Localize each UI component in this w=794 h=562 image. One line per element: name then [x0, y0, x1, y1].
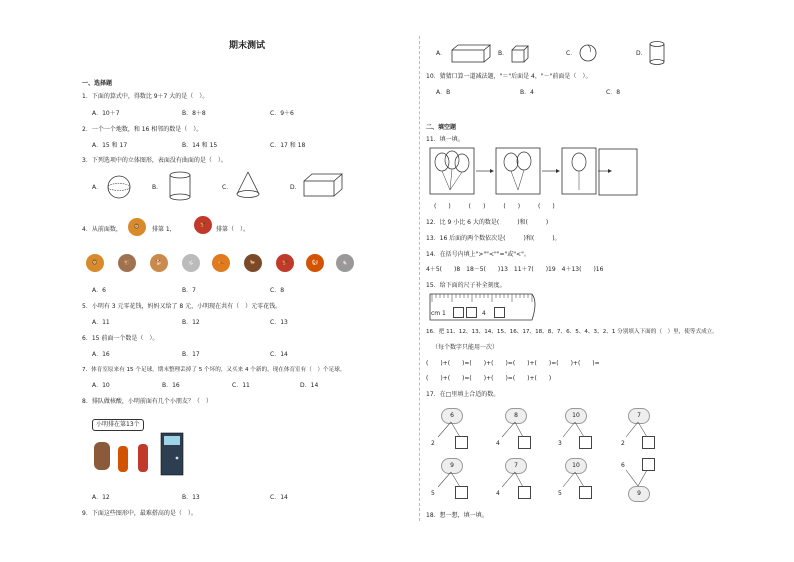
- q12-text[interactable]: 12．比 9 小比 6 大的数是( )和( ): [426, 219, 549, 226]
- q8-text: 8．排队做核酸，小明前面有几个小朋友？（ ）: [82, 398, 212, 405]
- empty-panel: [598, 148, 638, 196]
- lion-icon: 🦁: [86, 254, 104, 272]
- number-cloud: 7: [505, 458, 527, 474]
- tree-left-number: 4: [496, 440, 500, 447]
- dog-icon: 🐕: [150, 254, 168, 272]
- tree-left-number: 2: [431, 440, 435, 447]
- q2-opt-c: C．17 和 18: [270, 142, 306, 149]
- girl-icon: [138, 444, 148, 472]
- monkey-icon: 🐒: [118, 254, 136, 272]
- q3-opt-a: A．: [92, 184, 103, 191]
- q5-text: 5．小明有 3 元零花钱，妈妈又给了 8 元，小明现在共有（ ）元零花钱。: [82, 303, 282, 310]
- q9-opt-b: B．: [498, 50, 509, 57]
- q2-opt-a: A．15 和 17: [92, 142, 128, 149]
- child-icon: [118, 446, 128, 472]
- q5-opt-a: A．11: [92, 319, 110, 326]
- q9-text: 9．下面这些图形中，最难搭高的是（ ）。: [82, 510, 197, 517]
- number-cloud: 7: [628, 408, 650, 424]
- q8-opt-b: B．13: [182, 494, 200, 501]
- mouse-icon: 🐁: [336, 254, 354, 272]
- q2-text: 2．一个一个地数，和 16 相邻的数是（ ）。: [82, 126, 203, 133]
- q6-opt-a: A．16: [92, 351, 110, 358]
- number-cloud: 10: [565, 408, 587, 424]
- q16-text: 16．把 11、12、13、14、15、16、17、18、8、7、6、5、4、3、2、1 分别填入下面的（ ）里，使等式成立。: [426, 329, 718, 335]
- page-title: 期末测试: [229, 41, 266, 51]
- q1-opt-c: C．9＋6: [270, 110, 294, 117]
- q14-items[interactable]: 4＋5( )8 18－5( )13 11＋7( )19 4＋13( )16: [426, 266, 604, 273]
- sphere-icon: [578, 43, 598, 63]
- q6-opt-c: C．14: [270, 351, 288, 358]
- cuboid-icon: [302, 172, 346, 198]
- q7-opt-c: C．11: [232, 382, 250, 389]
- q3-text: 3．下列选项中的立体图形，表面没有曲面的是（ ）。: [82, 157, 227, 164]
- ruler-label-4: 4: [482, 310, 486, 317]
- tree-left-number: 5: [431, 490, 435, 497]
- number-cloud: 9: [441, 458, 463, 474]
- q10-text: 10．猜猜口算一道减法题，"＝"后面是 4，"－"前面是（ ）。: [426, 73, 592, 80]
- q16-row2[interactable]: ( )+( )=( )+( )=( )+( ): [426, 375, 552, 382]
- q3-opt-b: B．: [152, 184, 163, 191]
- q9-opt-d: D．: [636, 50, 647, 57]
- q4-text-b: 排第 1，: [152, 226, 176, 233]
- q3-opt-d: D．: [290, 184, 301, 191]
- q6-text: 6．15 前面一个数是（ ）。: [82, 335, 159, 342]
- q4-text-c: 排第（ ）。: [216, 226, 250, 233]
- q1-opt-a: A．10＋7: [92, 110, 120, 117]
- speech-bubble: 小明排在第13个: [92, 419, 144, 431]
- ruler-unit-label: cm 1: [431, 310, 446, 317]
- rabbit-icon: 🐇: [182, 254, 200, 272]
- door-icon: [160, 432, 184, 476]
- section-choice: 一、选择题: [82, 80, 113, 87]
- rooster-icon: 🐓: [276, 254, 294, 272]
- q9-opt-c: C．: [566, 50, 577, 57]
- lion-icon: 🦁: [128, 218, 146, 236]
- q13-text[interactable]: 13．16 后面的两个数依次是( )和( )。: [426, 235, 561, 242]
- q8-opt-a: A．12: [92, 494, 110, 501]
- cylinder-icon: [648, 40, 666, 66]
- q16-row1[interactable]: ( )+( )=( )+( )=( )+( )=( )+( )=: [426, 360, 600, 367]
- number-cloud: 6: [441, 408, 463, 424]
- number-cloud: 8: [505, 408, 527, 424]
- column-divider: [419, 36, 420, 521]
- section-fill: 二、填空题: [426, 124, 457, 131]
- q7-opt-a: A．10: [92, 382, 110, 389]
- q4-opt-b: B．7: [182, 287, 196, 294]
- q7-opt-b: B．16: [162, 382, 180, 389]
- squirrel-icon: 🐿: [306, 254, 324, 272]
- rooster-icon: 🐓: [194, 216, 212, 234]
- boy-icon: [94, 442, 110, 470]
- q1-opt-b: B．8＋8: [182, 110, 206, 117]
- ruler-blank[interactable]: [494, 307, 505, 318]
- number-cloud: 10: [565, 458, 587, 474]
- animal-row: [86, 254, 366, 276]
- q17-text: 17．在□里填上合适的数。: [426, 391, 500, 398]
- q8-opt-c: C．14: [270, 494, 288, 501]
- q9-opt-a: A．: [436, 50, 447, 57]
- q6-opt-b: B．17: [182, 351, 200, 358]
- cone-icon: [234, 170, 262, 200]
- ruler-blank[interactable]: [466, 307, 477, 318]
- q4-opt-a: A．6: [92, 287, 106, 294]
- q18-text: 18．想一想，填一填。: [426, 512, 488, 519]
- cylinder-icon: [166, 170, 194, 202]
- tiger-icon: 🐅: [212, 254, 230, 272]
- q3-opt-c: C．: [222, 184, 233, 191]
- cuboid-icon: [450, 44, 492, 64]
- q10-opt-c: C．8: [606, 89, 621, 96]
- q10-opt-b: B．4: [520, 89, 534, 96]
- horse-icon: 🐎: [244, 254, 262, 272]
- sphere-icon: [104, 174, 134, 200]
- number-cloud: 9: [628, 486, 650, 502]
- q11-text: 11．填一填。: [426, 136, 464, 143]
- q7-text: 7．体育室原来有 15 个足球，期末整理丢掉了 5 个坏的，又买来 4 个新的，现在体育室有（ ）个足球。: [82, 367, 346, 373]
- q16-note: （每个数字只能用一次）: [432, 344, 499, 351]
- q5-opt-c: C．13: [270, 319, 288, 326]
- q11-blanks[interactable]: ( ) ( ) ( ) ( ): [434, 203, 555, 210]
- cube-icon: [510, 44, 530, 64]
- tree-left-number: 4: [496, 490, 500, 497]
- q2-opt-b: B．14 和 15: [182, 142, 218, 149]
- q4-text-a: 4．从前面数，: [82, 226, 122, 233]
- tree-left-number: 2: [621, 440, 625, 447]
- tree-left-number: 6: [621, 462, 625, 469]
- q7-opt-d: D．14: [300, 382, 319, 389]
- q4-opt-c: C．8: [270, 287, 285, 294]
- tree-connectors: [426, 400, 666, 510]
- q10-opt-a: A．B: [436, 89, 451, 96]
- q15-text: 15．给下面的尺子补全刻度。: [426, 282, 506, 289]
- q1-text: 1．下面的算式中，得数比 9＋7 大的是（ ）。: [82, 93, 209, 100]
- q14-text: 14．在括号内填上">""<""="或"<"。: [426, 251, 530, 258]
- q5-opt-b: B．12: [182, 319, 200, 326]
- tree-left-number: 3: [558, 440, 562, 447]
- tree-left-number: 5: [558, 490, 562, 497]
- ruler-blank[interactable]: [453, 307, 464, 318]
